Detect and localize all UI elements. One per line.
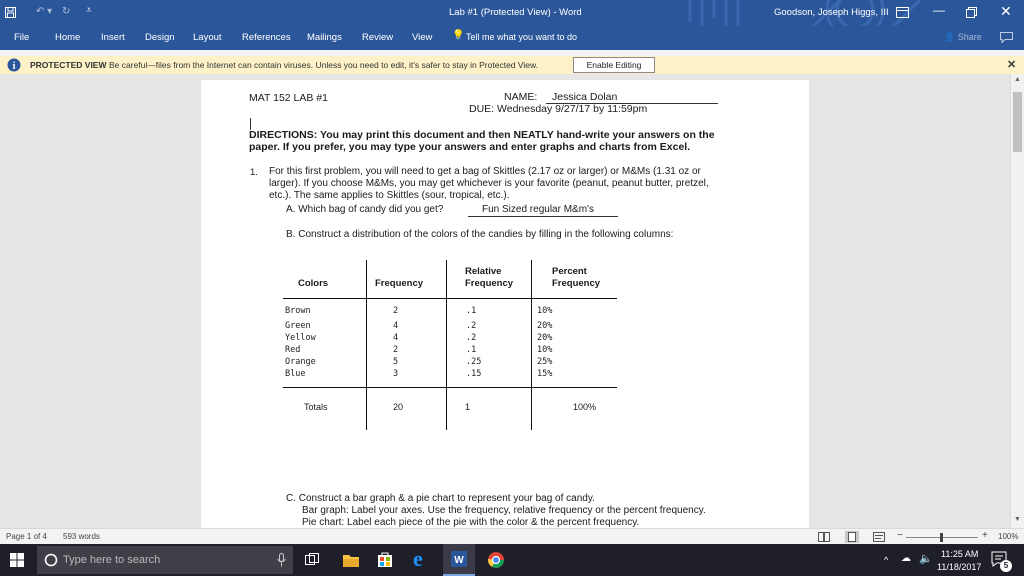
- question-1-line-1: For this first problem, you will need to get a bag of Skittles (2.17 oz or larger) or M&Ms (1.31 oz or: [269, 166, 701, 177]
- share-button[interactable]: [944, 32, 982, 43]
- question-c-line-2: Bar graph: Label your axes. Use the frequency, relative frequency or the percent frequency.: [302, 505, 706, 516]
- save-icon[interactable]: [5, 7, 16, 18]
- page-count[interactable]: Page 1 of 4: [6, 532, 47, 541]
- tab-review[interactable]: Review: [362, 32, 394, 43]
- zoom-out-icon[interactable]: −: [897, 530, 903, 541]
- file-explorer-icon[interactable]: [343, 553, 359, 567]
- vertical-scrollbar[interactable]: [1010, 74, 1024, 528]
- header-relative-1: Relative: [465, 266, 502, 277]
- table-divider-2: [446, 260, 447, 430]
- student-name: Jessica Dolan: [552, 91, 618, 103]
- table-row-percent: 20%: [537, 333, 553, 343]
- table-divider-3: [531, 260, 532, 430]
- taskbar-search-box[interactable]: [37, 546, 293, 574]
- comments-icon[interactable]: [1000, 32, 1013, 43]
- table-row-frequency: 4: [393, 321, 399, 331]
- enable-editing-button[interactable]: Enable Editing: [573, 57, 655, 73]
- table-row-percent: 20%: [537, 321, 553, 331]
- chrome-icon[interactable]: [488, 552, 504, 568]
- totals-label: Totals: [304, 402, 328, 412]
- network-icon[interactable]: ☁: [901, 553, 911, 564]
- relative-frequency-column: [466, 305, 481, 380]
- customize-qat-icon[interactable]: ⩡: [86, 5, 92, 16]
- table-row-relative: .2: [466, 333, 477, 343]
- name-label: NAME:: [504, 91, 538, 103]
- store-icon[interactable]: [377, 551, 393, 567]
- frequency-column: [393, 305, 398, 380]
- table-row-frequency: 3: [393, 369, 399, 379]
- close-icon[interactable]: ✕: [1000, 3, 1012, 19]
- table-row-relative: .15: [466, 369, 482, 379]
- question-c-line-1: C. Construct a bar graph & a pie chart to represent your bag of candy.: [286, 493, 595, 504]
- answer-underline: [468, 216, 618, 217]
- zoom-in-icon[interactable]: +: [982, 530, 988, 541]
- clock-time[interactable]: 11:25 AM: [941, 549, 979, 559]
- cortana-icon: [44, 553, 58, 567]
- tab-references[interactable]: References: [242, 32, 291, 43]
- tab-home[interactable]: Home: [55, 32, 81, 43]
- undo-icon[interactable]: ↶ ▾: [36, 6, 53, 17]
- question-1-number: 1.: [250, 167, 258, 178]
- task-view-icon[interactable]: [305, 553, 319, 567]
- totals-percent: 100%: [573, 402, 597, 412]
- scroll-thumb[interactable]: [1013, 92, 1022, 152]
- table-totals-rule: [283, 387, 617, 388]
- share-label: Share: [957, 32, 982, 42]
- table-row-frequency: 2: [393, 306, 399, 316]
- table-row-color: Blue: [285, 369, 306, 379]
- redo-icon[interactable]: ↻: [62, 6, 71, 17]
- directions-line-2: paper. If you prefer, you may type your answers and enter graphs and charts from Excel.: [249, 141, 691, 153]
- show-hidden-icons-icon[interactable]: ^: [884, 555, 889, 565]
- course-title: MAT 152 LAB #1: [249, 92, 328, 104]
- percent-frequency-column: [537, 305, 552, 380]
- minimize-icon[interactable]: —: [933, 3, 945, 17]
- search-placeholder: Type here to search: [63, 554, 161, 566]
- question-a-answer: Fun Sized regular M&m's: [482, 204, 594, 215]
- header-relative-2: Frequency: [465, 278, 514, 289]
- read-mode-icon[interactable]: [818, 532, 830, 542]
- share-icon: 👤: [944, 32, 956, 42]
- tab-insert[interactable]: Insert: [101, 32, 125, 43]
- question-1-line-3: etc.). The same applies to Skittles (sour, tropical, etc.).: [269, 190, 510, 201]
- tab-view[interactable]: View: [412, 32, 433, 43]
- tab-design[interactable]: Design: [145, 32, 175, 43]
- header-percent-2: Frequency: [552, 278, 601, 289]
- protected-view-label: PROTECTED VIEW: [30, 60, 107, 70]
- window-title: Lab #1 (Protected View) - Word: [449, 7, 582, 18]
- document-page[interactable]: [201, 80, 809, 528]
- notification-count-badge: 5: [1000, 560, 1012, 572]
- volume-icon[interactable]: 🔈: [919, 553, 933, 565]
- table-row-relative: .1: [466, 345, 477, 355]
- info-icon: [7, 58, 21, 72]
- question-c-line-3: Pie chart: Label each piece of the pie with the color & the percent frequency.: [302, 517, 640, 528]
- svg-text:i: i: [12, 61, 16, 72]
- table-row-percent: 25%: [537, 357, 553, 367]
- table-row-relative: .25: [466, 357, 482, 367]
- table-row-color: Yellow: [285, 333, 316, 343]
- table-row-percent: 10%: [537, 345, 553, 355]
- lightbulb-icon: 💡: [452, 30, 465, 41]
- account-name[interactable]: Goodson, Joseph Higgs, III: [774, 7, 889, 18]
- table-header-rule: [283, 298, 617, 299]
- totals-relative: 1: [465, 402, 471, 412]
- word-count[interactable]: 593 words: [63, 532, 100, 541]
- edge-icon[interactable]: e: [413, 546, 423, 571]
- tab-mailings[interactable]: Mailings: [307, 32, 342, 43]
- table-row-frequency: 4: [393, 333, 399, 343]
- question-1-line-2: larger). If you choose M&Ms, you may get whichever is your favorite (peanut, peanut butter, pretzel,: [269, 178, 709, 189]
- totals-frequency: 20: [393, 402, 404, 412]
- table-row-frequency: 2: [393, 345, 399, 355]
- protected-view-bar: [0, 56, 1024, 75]
- tab-file[interactable]: File: [14, 32, 30, 43]
- word-taskbar-button[interactable]: [443, 544, 475, 576]
- table-row-color: Red: [285, 345, 301, 355]
- title-bar: [0, 0, 1024, 26]
- table-row-color: Brown: [285, 306, 311, 316]
- print-layout-icon[interactable]: [845, 531, 859, 543]
- table-row-relative: .2: [466, 321, 477, 331]
- windows-start-icon[interactable]: [10, 553, 24, 567]
- protected-view-message: Be careful—files from the Internet can contain viruses. Unless you need to edit, it's safer to stay in Protected View.: [109, 60, 539, 70]
- zoom-slider-thumb[interactable]: [940, 533, 943, 542]
- ribbon-tabs: [0, 26, 1024, 50]
- directions-line-1: DIRECTIONS: You may print this document and then NEATLY hand-write your answers on the: [249, 129, 715, 141]
- table-row-percent: 15%: [537, 369, 553, 379]
- due-date: DUE: Wednesday 9/27/17 by 11:59pm: [469, 103, 648, 115]
- colors-column: [285, 305, 316, 380]
- word-icon: [451, 551, 467, 567]
- clock-date[interactable]: 11/18/2017: [937, 562, 982, 572]
- zoom-level[interactable]: 100%: [998, 532, 1019, 541]
- ribbon-display-options-icon[interactable]: [896, 7, 909, 18]
- tab-layout[interactable]: Layout: [193, 32, 222, 43]
- table-row-color: Orange: [285, 357, 316, 367]
- svg-text:W: W: [454, 555, 464, 566]
- question-a-label: A. Which bag of candy did you get?: [286, 204, 444, 215]
- microphone-icon[interactable]: [277, 553, 286, 567]
- table-row-relative: .1: [466, 306, 477, 316]
- table-row-frequency: 5: [393, 357, 399, 367]
- table-row-percent: 10%: [537, 306, 553, 316]
- question-b-label: B. Construct a distribution of the colors of the candies by filling in the following columns:: [286, 229, 674, 240]
- header-frequency: Frequency: [375, 278, 424, 289]
- scroll-up-icon[interactable]: ▲: [1014, 76, 1021, 83]
- web-layout-icon[interactable]: [873, 532, 885, 542]
- close-protected-bar-icon[interactable]: ✕: [1007, 59, 1017, 71]
- table-row-color: Green: [285, 321, 311, 331]
- scroll-down-icon[interactable]: ▼: [1014, 516, 1021, 523]
- header-percent-1: Percent: [552, 266, 587, 277]
- status-bar: [0, 528, 1024, 545]
- tell-me-search[interactable]: Tell me what you want to do: [466, 32, 578, 42]
- table-divider-1: [366, 260, 367, 430]
- restore-icon[interactable]: [966, 7, 977, 18]
- header-colors: Colors: [298, 278, 329, 289]
